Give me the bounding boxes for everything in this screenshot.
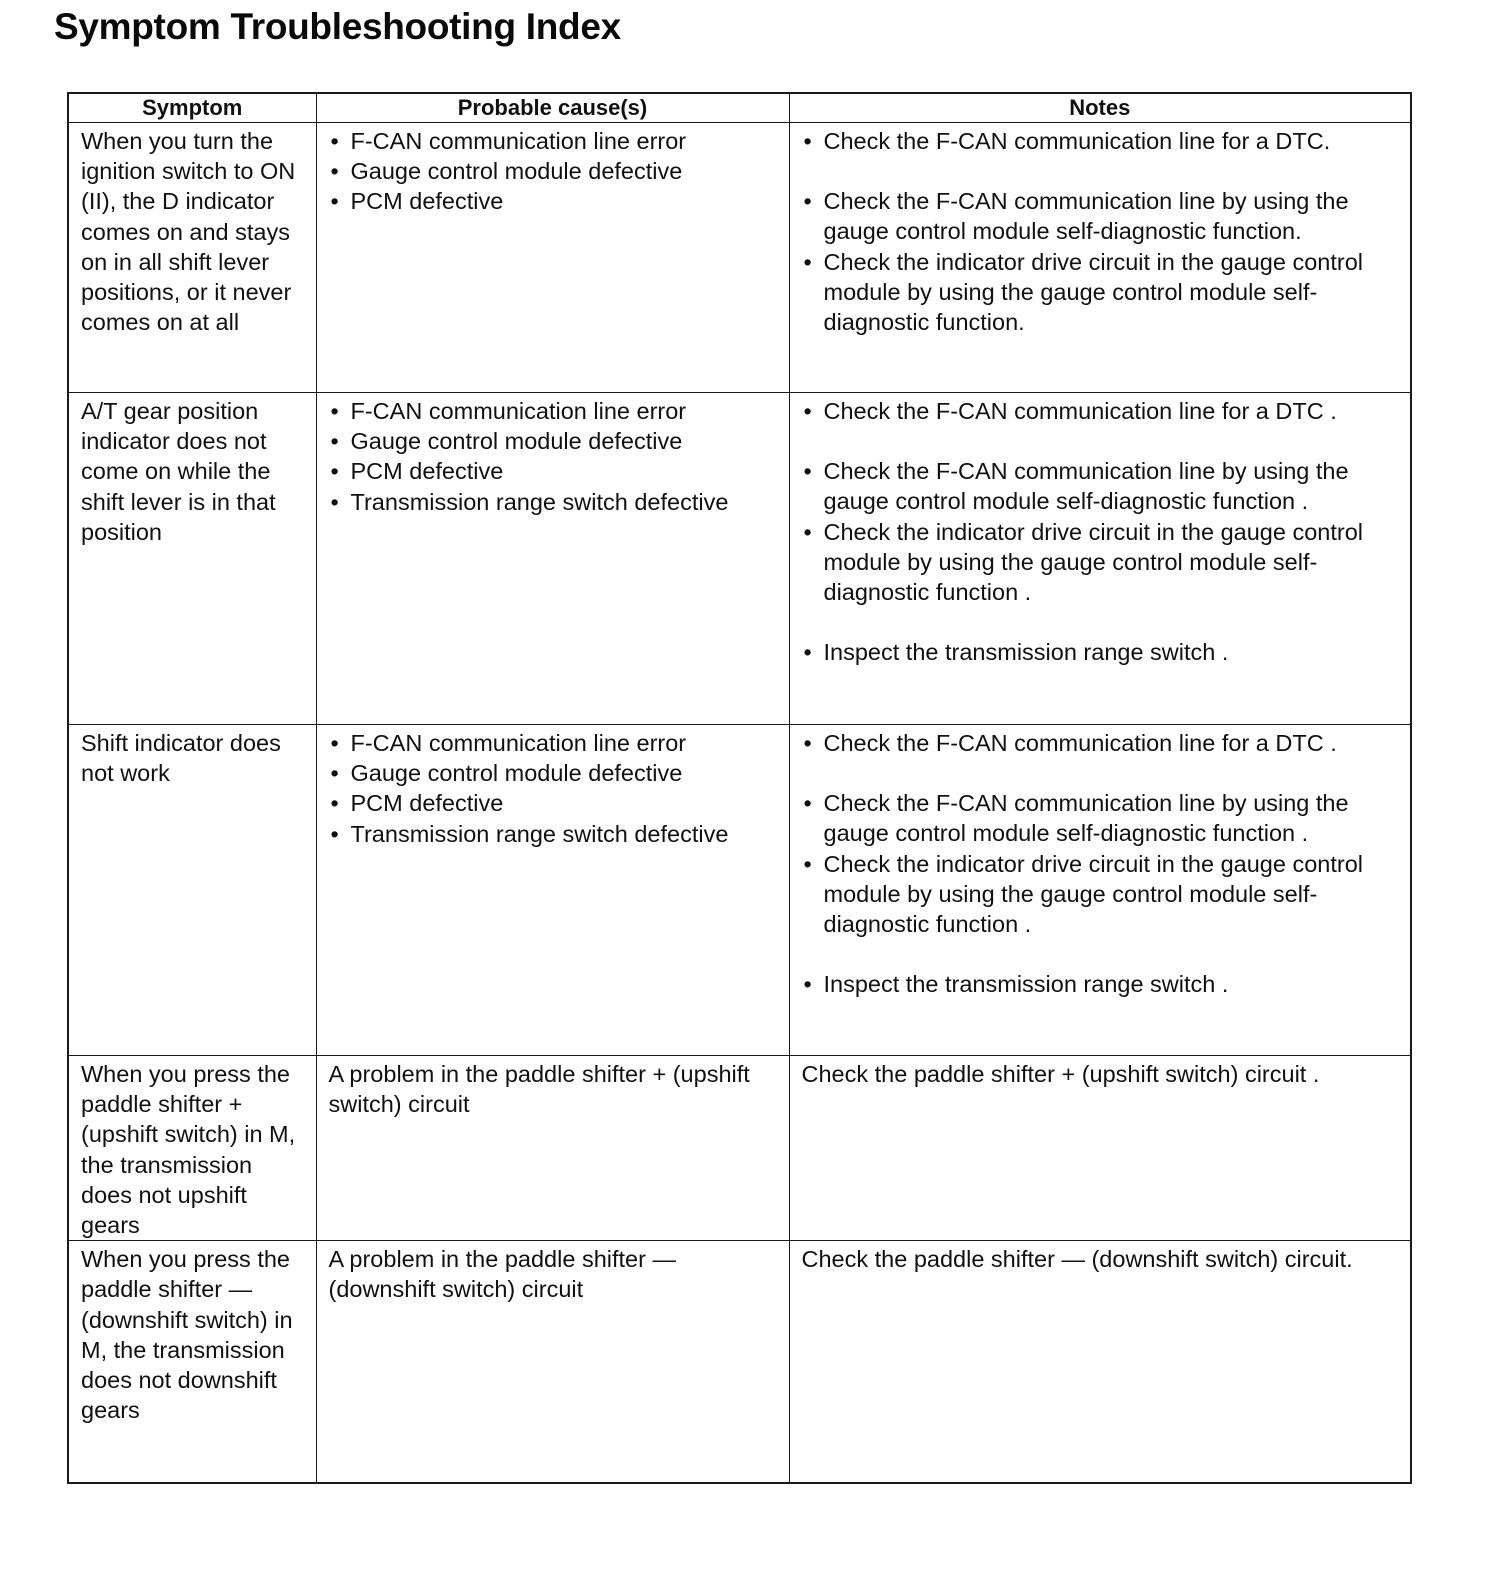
- note-item: • Check the F-CAN communication line for a DTC .: [802, 728, 1401, 758]
- note-item: • Inspect the transmission range switch .: [802, 969, 1401, 999]
- note-item: • Check the F-CAN communication line by using the gauge control module self-diagnostic function .: [802, 456, 1401, 516]
- cause-item: • PCM defective: [329, 186, 779, 216]
- table-header-row: [68, 93, 1411, 123]
- notes-cell: [789, 123, 1411, 393]
- notes-cell: [789, 393, 1411, 725]
- table-row: [68, 725, 1411, 1056]
- table-row: [68, 393, 1411, 725]
- note-item: • Check the F-CAN communication line for a DTC.: [802, 126, 1401, 156]
- causes-cell: A problem in the paddle shifter — (downshift switch) circuit: [316, 1241, 789, 1483]
- cause-item: • PCM defective: [329, 456, 779, 486]
- column-header-probable-causes: Probable cause(s): [316, 93, 789, 123]
- note-item: • Check the indicator drive circuit in the gauge control module by using the gauge control module self-diagnostic function.: [802, 247, 1401, 338]
- notes-cell: Check the paddle shifter + (upshift switch) circuit .: [789, 1056, 1411, 1241]
- note-item: • Check the indicator drive circuit in the gauge control module by using the gauge control module self-diagnostic function .: [802, 849, 1401, 940]
- note-item: • Check the F-CAN communication line for a DTC .: [802, 396, 1401, 426]
- cause-item: • F-CAN communication line error: [329, 126, 779, 156]
- page-title: Symptom Troubleshooting Index: [54, 6, 621, 47]
- symptom-cell: When you press the paddle shifter + (upshift switch) in M, the transmission does not upshift gears: [68, 1056, 316, 1241]
- cause-item: • Gauge control module defective: [329, 426, 779, 456]
- table-row: [68, 1241, 1411, 1483]
- causes-cell: [316, 725, 789, 1056]
- notes-cell: Check the paddle shifter — (downshift switch) circuit.: [789, 1241, 1411, 1483]
- table-row: [68, 123, 1411, 393]
- symptom-troubleshooting-table: [67, 92, 1412, 1484]
- cause-item: • F-CAN communication line error: [329, 396, 779, 426]
- cause-item: • Gauge control module defective: [329, 156, 779, 186]
- note-item: • Inspect the transmission range switch .: [802, 637, 1401, 667]
- symptom-cell: A/T gear position indicator does not come on while the shift lever is in that position: [68, 393, 316, 725]
- column-header-symptom: Symptom: [68, 93, 316, 123]
- note-item: • Check the F-CAN communication line by using the gauge control module self-diagnostic function .: [802, 788, 1401, 848]
- table-row: [68, 1056, 1411, 1241]
- symptom-cell: When you turn the ignition switch to ON (II), the D indicator comes on and stays on in all shift lever positions, or it never comes on at all: [68, 123, 316, 393]
- symptom-cell: Shift indicator does not work: [68, 725, 316, 1056]
- causes-cell: [316, 393, 789, 725]
- cause-item: • Gauge control module defective: [329, 758, 779, 788]
- note-item: • Check the F-CAN communication line by using the gauge control module self-diagnostic function.: [802, 186, 1401, 246]
- causes-cell: A problem in the paddle shifter + (upshift switch) circuit: [316, 1056, 789, 1241]
- causes-cell: [316, 123, 789, 393]
- cause-item: • Transmission range switch defective: [329, 487, 779, 517]
- notes-cell: [789, 725, 1411, 1056]
- cause-item: • Transmission range switch defective: [329, 819, 779, 849]
- symptom-cell: When you press the paddle shifter — (downshift switch) in M, the transmission does not downshift gears: [68, 1241, 316, 1483]
- column-header-notes: Notes: [789, 93, 1411, 123]
- cause-item: • PCM defective: [329, 788, 779, 818]
- cause-item: • F-CAN communication line error: [329, 728, 779, 758]
- note-item: • Check the indicator drive circuit in the gauge control module by using the gauge control module self-diagnostic function .: [802, 517, 1401, 608]
